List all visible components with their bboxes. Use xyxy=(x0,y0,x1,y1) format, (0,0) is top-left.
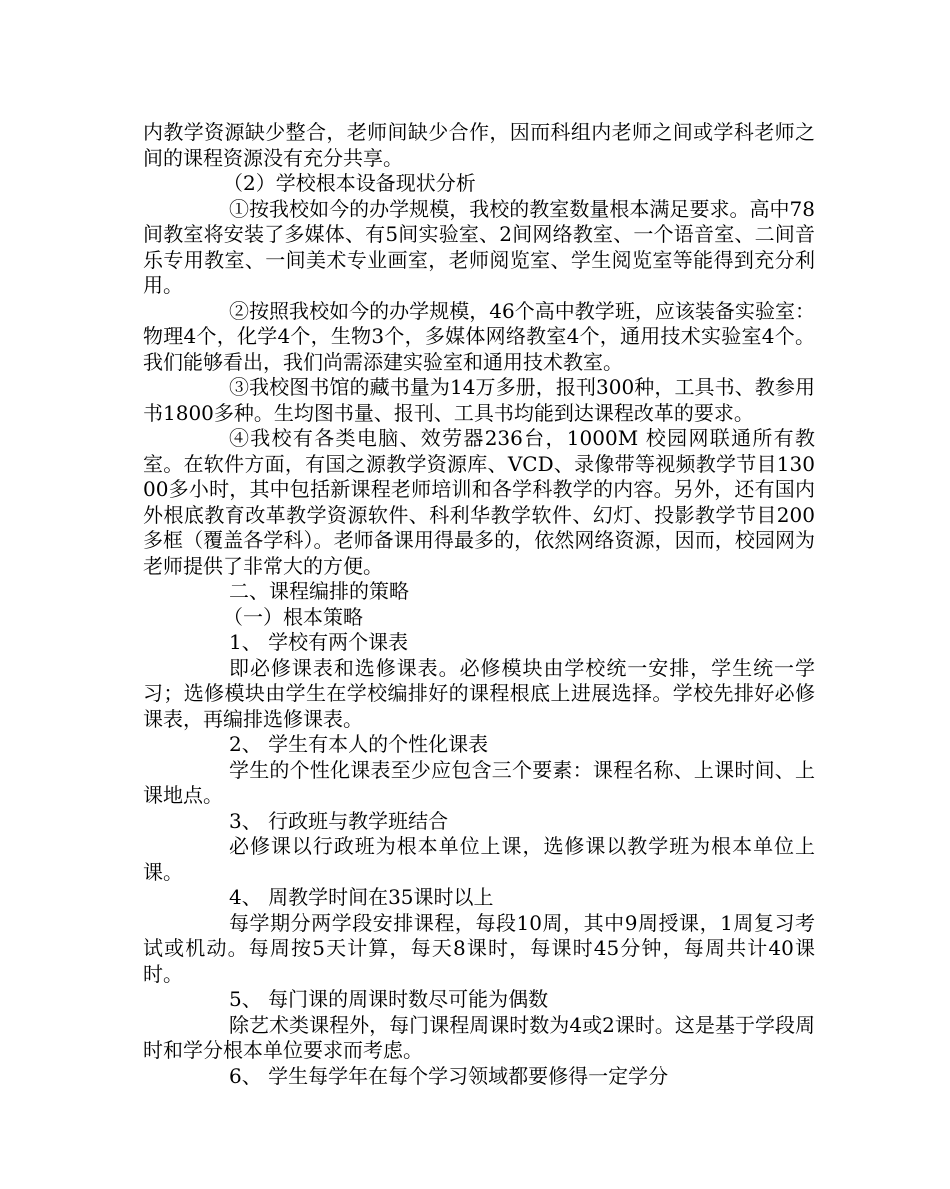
item-heading-6: 6、 学生每学年在每个学习领域都要修得一定学分 xyxy=(229,1063,669,1088)
item-heading-4: 4、 周教学时间在35课时以上 xyxy=(229,885,494,909)
item-heading-1: 1、 学校有两个课表 xyxy=(229,630,409,654)
paragraph-item-1: 即必修课表和选修课表。必修模块由学校统一安排，学生统一学习；选修模块由学生在学校编排好的课程根底上进展选择。学校先排好必修课表，再编排选修课表。 xyxy=(143,655,815,731)
paragraph-item-3: 必修课以行政班为根本单位上课，选修课以教学班为根本单位上课。 xyxy=(143,834,815,884)
paragraph-resource-sharing: 内教学资源缺少整合，老师间缺少合作，因而科组内老师之间或学科老师之间的课程资源没有充分共享。 xyxy=(143,120,815,170)
item-heading-3: 3、 行政班与教学班结合 xyxy=(229,808,449,833)
item-heading-5: 5、 每门课的周课时数尽可能为偶数 xyxy=(229,987,549,1011)
item-heading-2: 2、 学生有本人的个性化课表 xyxy=(229,732,489,756)
subheading-facility-analysis: （2）学校根本设备现状分析 xyxy=(223,171,476,195)
paragraph-item-5: 除艺术类课程外，每门课程周课时数为4或2课时。这是基于学段周时和学分根本单位要求而考虑。 xyxy=(143,1012,815,1062)
document-page xyxy=(143,120,815,1089)
paragraph-item-4: 每学期分两学段安排课程，每段10周，其中9周授课，1周复习考试或机动。每周按5天计算，每天8课时，每课时45分钟，每周共计40课时。 xyxy=(143,910,815,986)
paragraph-laboratories: ②按照我校如今的办学规模，46个高中教学班，应该装备实验室：物理4个，化学4个，生物3个，多媒体网络教室4个，通用技术实验室4个。我们能够看出，我们尚需添建实验室和通用技术教室。 xyxy=(143,298,815,374)
paragraph-library: ③我校图书馆的藏书量为14万多册，报刊300种，工具书、教参用书1800多种。生均图书量、报刊、工具书均能到达课程改革的要求。 xyxy=(143,375,815,425)
paragraph-item-2: 学生的个性化课表至少应包含三个要素：课程名称、上课时间、上课地点。 xyxy=(143,757,815,807)
paragraph-classrooms: ①按我校如今的办学规模，我校的教室数量根本满足要求。高中78间教室将安装了多媒体、有5间实验室、2间网络教室、一个语音室、二间音乐专用教室、一间美术专业画室，老师阅览室、学生阅览室等能得到充分利用。 xyxy=(143,196,815,297)
section-heading-scheduling-strategy: 二、课程编排的策略 xyxy=(229,579,409,603)
subheading-basic-strategy: （一）根本策略 xyxy=(223,604,363,629)
paragraph-computers-network: ④我校有各类电脑、效劳器236台，1000M 校园网联通所有教室。在软件方面，有国之源教学资源库、VCD、录像带等视频教学节目13000多小时，其中包括新课程老师培训和各学科教学的内容。另外，还有国内外根底教育改革教学资源软件、科利华教学软件、幻灯、投影教学节目200多框（覆盖各学科）。老师备课用得最多的，依然网络资源，因而，校园网为老师提供了非常大的方便。 xyxy=(143,426,815,578)
